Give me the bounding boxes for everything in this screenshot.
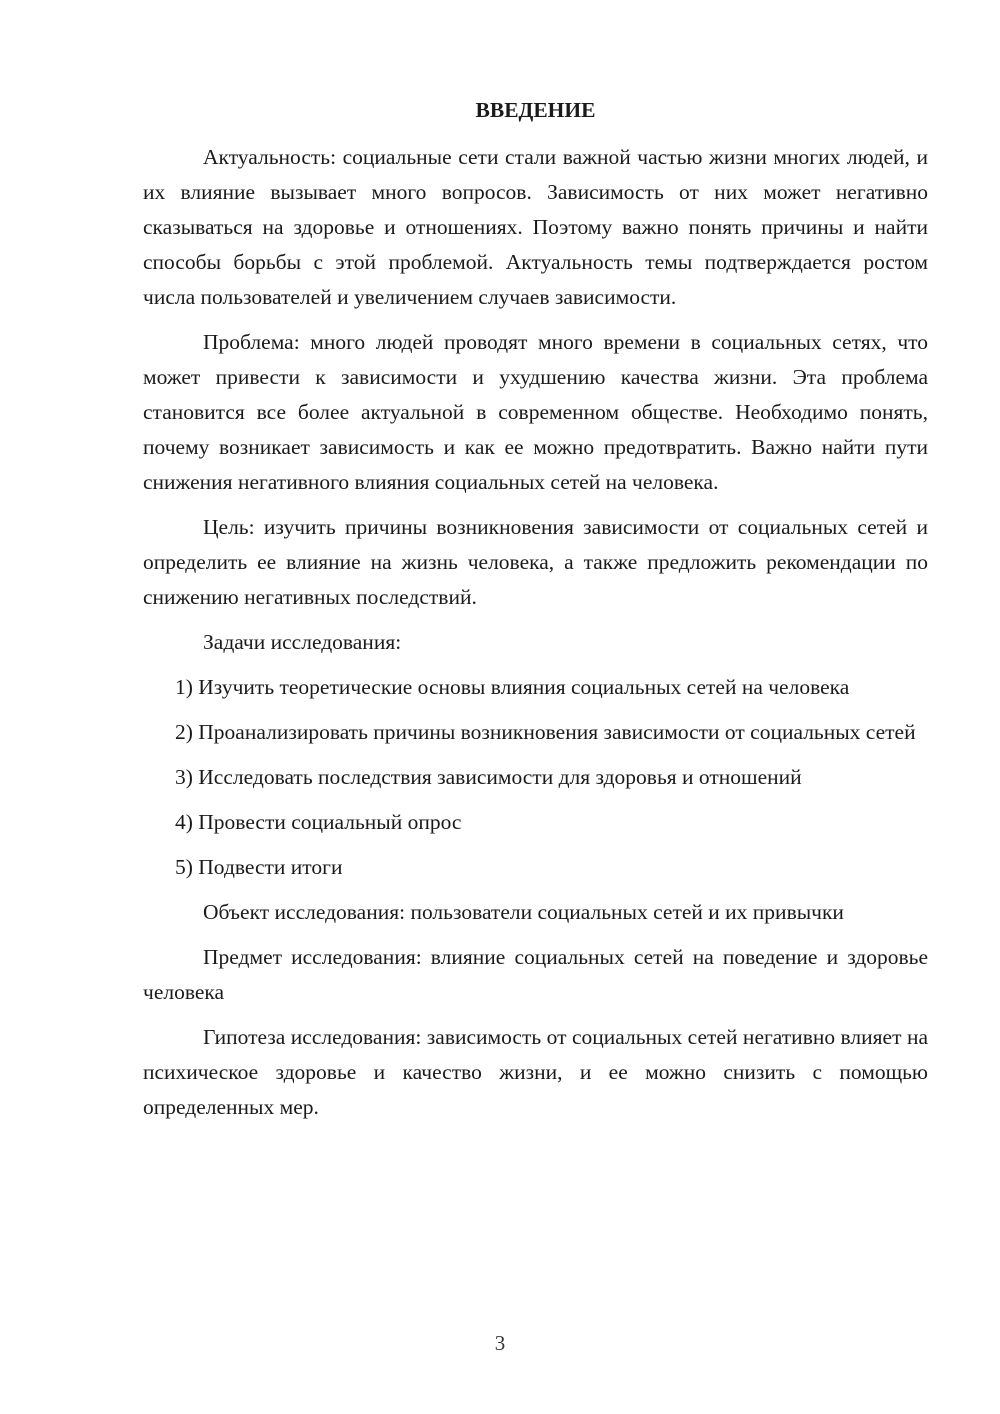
task-item: 2) Проанализировать причины возникновения зависимости от социальных сетей (175, 720, 916, 744)
goal-paragraph: Цель: изучить причины возникновения зависимости от социальных сетей и определить ее влияние на жизнь человека, а также предложить рекомендации по снижению негативных последствий. (143, 515, 928, 609)
object-paragraph: Объект исследования: пользователи социальных сетей и их привычки (203, 900, 844, 924)
problem-paragraph: Проблема: много людей проводят много времени в социальных сетях, что может привести к зависимости и ухудшению качества жизни. Эта проблема становится все более актуальной в современном обществе. Необходимо понять, почему возникает зависимость и как ее можно предотвратить. Важно найти пути снижения негативного влияния социальных сетей на человека. (143, 330, 928, 494)
subject-paragraph: Предмет исследования: влияние социальных сетей на поведение и здоровье человека (143, 945, 928, 1004)
document-page (143, 93, 928, 1135)
page-number: 3 (494, 1331, 506, 1355)
page-title: ВВЕДЕНИЕ (475, 98, 596, 122)
tasks-heading: Задачи исследования: (203, 630, 402, 654)
hypothesis-paragraph: Гипотеза исследования: зависимость от социальных сетей негативно влияет на психическое здоровье и качество жизни, и ее можно снизить с помощью определенных мер. (143, 1025, 928, 1119)
task-item: 4) Провести социальный опрос (175, 810, 462, 834)
task-item: 1) Изучить теоретические основы влияния социальных сетей на человека (175, 675, 850, 699)
relevance-paragraph: Актуальность: социальные сети стали важной частью жизни многих людей, и их влияние вызывает много вопросов. Зависимость от них может негативно сказываться на здоровье и отношениях. Поэтому важно понять причины и найти способы борьбы с этой проблемой. Актуальность темы подтверждается ростом числа пользователей и увеличением случаев зависимости. (143, 145, 928, 309)
task-item: 3) Исследовать последствия зависимости для здоровья и отношений (175, 765, 802, 789)
task-item: 5) Подвести итоги (175, 855, 343, 879)
